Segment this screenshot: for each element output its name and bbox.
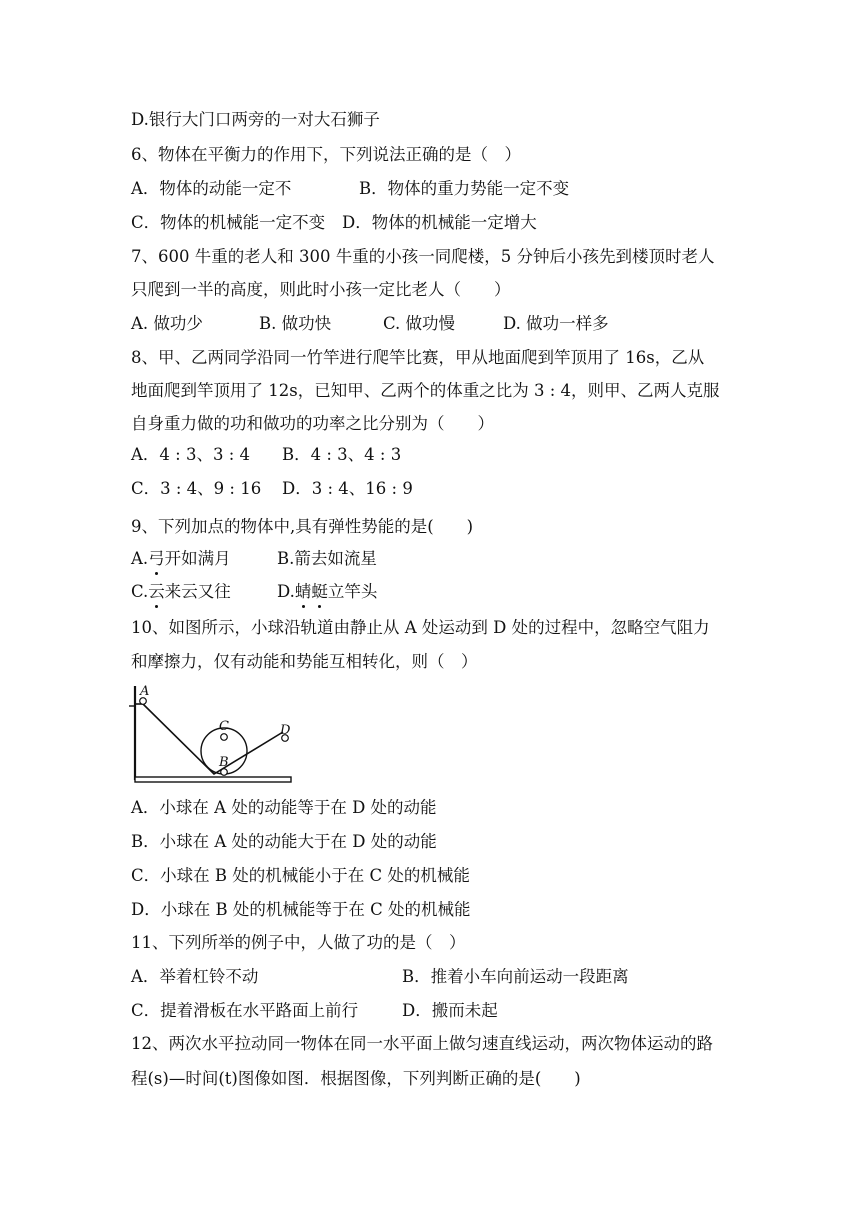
q6-option-c: C．物体的机械能一定不变: [131, 213, 326, 232]
q7-stem-line2: 只爬到一半的高度，则此时小孩一定比老人（ ）: [131, 280, 511, 299]
emphasis-dot-char: 蜻: [294, 582, 312, 601]
track-diagram: [126, 684, 296, 786]
label-d: D: [280, 723, 291, 738]
q8-option-d: D．3 : 4、16 : 9: [282, 479, 413, 498]
q6-option-d: D．物体的机械能一定增大: [342, 213, 537, 232]
label-c: C: [219, 719, 229, 734]
q7-stem-line1: 7、600 牛重的老人和 300 牛重的小孩一同爬楼，5 分钟后小孩先到楼顶时老人: [131, 247, 715, 266]
q8-stem-line2: 地面爬到竿顶用了 12s，已知甲、乙两个的体重之比为 3 : 4，则甲、乙两人克服: [131, 381, 720, 400]
q11-option-c: C．提着滑板在水平路面上前行: [131, 1001, 359, 1020]
q8-stem-line3: 自身重力做的功和做功的功率之比分别为（ ）: [131, 414, 494, 433]
q9-option-c-letter: C.: [131, 582, 149, 601]
q10-option-d: D．小球在 B 处的机械能等于在 C 处的机械能: [131, 900, 471, 919]
diagram-track: [143, 704, 283, 774]
q10-option-c: C．小球在 B 处的机械能小于在 C 处的机械能: [131, 866, 470, 885]
q5-option-d: D.银行大门口两旁的一对大石狮子: [131, 110, 380, 129]
q7-option-b: B. 做功快: [259, 314, 332, 333]
q9-option-c-rest: 来云又往: [164, 582, 231, 601]
q8-option-c: C．3 : 4、9 : 16: [131, 479, 262, 498]
emphasis-dot-char: 云: [148, 582, 165, 601]
emphasis-dot-char: 蜓: [311, 582, 328, 601]
q11-stem: 11、下列所举的例子中，人做了功的是（ ）: [131, 933, 466, 952]
q9-stem: 9、下列加点的物体中,具有弹性势能的是( ): [131, 517, 474, 536]
q12-stem-line1: 12、两次水平拉动同一物体在同一水平面上做匀速直线运动，两次物体运动的路: [131, 1034, 713, 1053]
q9-option-d-rest: 立竿头: [327, 582, 378, 601]
q9-option-d-letter: D.: [277, 582, 295, 601]
label-b: B: [219, 755, 229, 770]
emphasis-dot-char: 弓: [148, 549, 165, 568]
q9-option-a: [131, 548, 231, 570]
q6-stem: 6、物体在平衡力的作用下，下列说法正确的是（ ）: [131, 145, 521, 164]
q9-option-c: [131, 581, 231, 603]
diagram-ground: [135, 777, 291, 782]
q11-option-a: A．举着杠铃不动: [131, 967, 259, 986]
q10-option-a: A．小球在 A 处的动能等于在 D 处的动能: [131, 798, 437, 817]
q9-option-b-word: 箭: [294, 549, 311, 568]
q11-option-d: D．搬而未起: [402, 1001, 498, 1020]
label-a: A: [140, 684, 150, 699]
q6-option-a: A．物体的动能一定不: [131, 179, 292, 198]
q8-option-a: A．4 : 3、3 : 4: [131, 445, 251, 464]
q11-option-b: B．推着小车向前运动一段距离: [402, 967, 629, 986]
q12-stem-line2: 程(s)—时间(t)图像如图．根据图像，下列判断正确的是( ): [131, 1069, 581, 1088]
q9-option-b: [277, 548, 377, 570]
q8-option-b: B．4 : 3、4 : 3: [282, 445, 402, 464]
q8-stem-line1: 8、甲、乙两同学沿同一竹竿进行爬竿比赛，甲从地面爬到竿顶用了 16s，乙从: [131, 348, 705, 367]
q9-option-b-rest: 去如流星: [310, 549, 377, 568]
q10-stem-line1: 10、如图所示，小球沿轨道由静止从 A 处运动到 D 处的过程中，忽略空气阻力: [131, 618, 710, 637]
q10-stem-line2: 和摩擦力，仅有动能和势能互相转化，则（ ）: [131, 652, 478, 671]
q7-option-d: D. 做功一样多: [503, 314, 609, 333]
q7-option-c: C. 做功慢: [383, 314, 456, 333]
q9-option-b-letter: B.: [277, 549, 295, 568]
ball-at-c: [221, 734, 228, 741]
q9-option-a-letter: A.: [131, 549, 149, 568]
q7-option-a: A. 做功少: [131, 314, 203, 333]
q9-option-a-rest: 开如满月: [164, 549, 231, 568]
q9-option-d: [277, 581, 377, 603]
q6-option-b: B．物体的重力势能一定不变: [359, 179, 570, 198]
q10-option-b: B．小球在 A 处的动能大于在 D 处的动能: [131, 832, 437, 851]
